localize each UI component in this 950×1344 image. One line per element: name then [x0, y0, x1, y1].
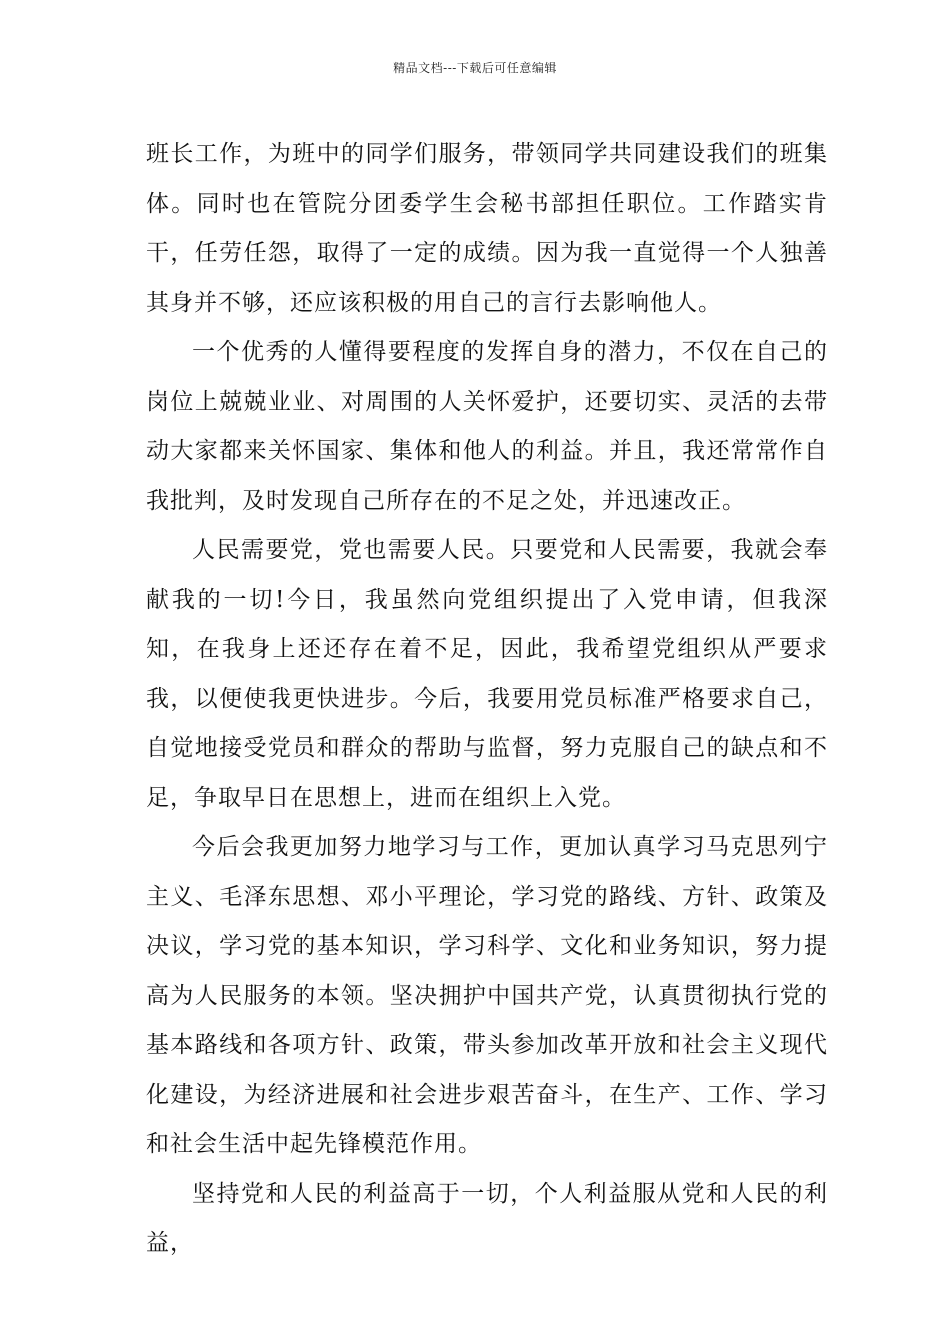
- paragraph-continued: 班长工作，为班中的同学们服务，带领同学共同建设我们的班集体。同时也在管院分团委学生会秘书部担任职位。工作踏实肯干，任劳任怨，取得了一定的成绩。因为我一直觉得一个人独善其身并不够，还应该积极的用自己的言行去影响他人。: [146, 141, 828, 316]
- paragraph: 今后会我更加努力地学习与工作，更加认真学习马克思列宁主义、毛泽东思想、邓小平理论，学习党的路线、方针、政策及决议，学习党的基本知识，学习科学、文化和业务知识，努力提高为人民服务的本领。坚决拥护中国共产党，认真贯彻执行党的基本路线和各项方针、政策，带头参加改革开放和社会主义现代化建设，为经济进展和社会进步艰苦奋斗，在生产、工作、学习和社会生活中起先锋模范作用。: [146, 834, 828, 1157]
- page-header: 精品文档---下载后可任意编辑: [393, 61, 557, 75]
- document-body: [146, 130, 828, 1269]
- paragraph: 人民需要党，党也需要人民。只要党和人民需要，我就会奉献我的一切!今日，我虽然向党组织提出了入党申请，但我深知，在我身上还还存在着不足，因此，我希望党组织从严要求我，以便使我更快进步。今后，我要用党员标准严格要求自己，自觉地接受党员和群众的帮助与监督，努力克服自己的缺点和不足，争取早日在思想上，进而在组织上入党。: [146, 537, 828, 811]
- paragraph: 一个优秀的人懂得要程度的发挥自身的潜力，不仅在自己的岗位上兢兢业业、对周围的人关怀爱护，还要切实、灵活的去带动大家都来关怀国家、集体和他人的利益。并且，我还常常作自我批判，及时发现自己所存在的不足之处，并迅速改正。: [146, 339, 828, 514]
- paragraph: 坚持党和人民的利益高于一切，个人利益服从党和人民的利益，: [146, 1180, 828, 1256]
